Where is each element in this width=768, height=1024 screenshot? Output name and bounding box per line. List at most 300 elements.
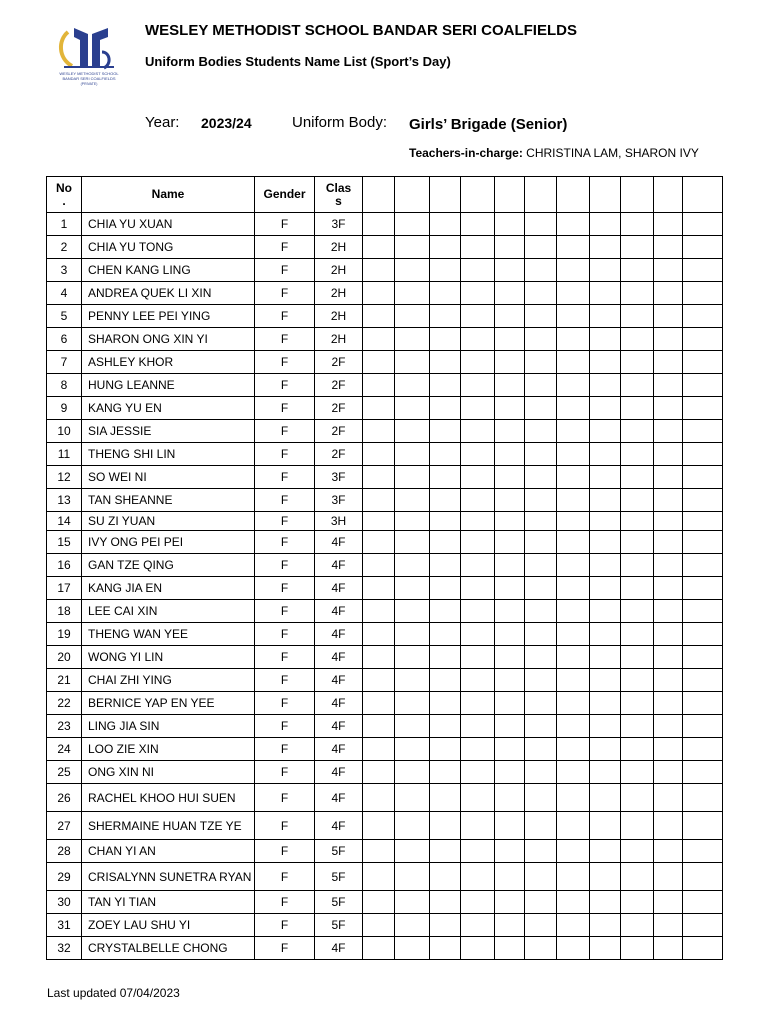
blank-cell	[430, 305, 461, 328]
row-number: 9	[47, 397, 82, 420]
student-class: 3H	[315, 512, 363, 531]
year-label: Year:	[145, 114, 180, 131]
blank-cell	[683, 282, 723, 305]
blank-cell	[557, 600, 590, 623]
blank-cell	[430, 420, 461, 443]
student-class: 3F	[315, 213, 363, 236]
student-class: 2F	[315, 443, 363, 466]
blank-cell	[683, 512, 723, 531]
row-number: 32	[47, 937, 82, 960]
blank-cell	[430, 512, 461, 531]
student-class: 4F	[315, 577, 363, 600]
blank-cell	[557, 761, 590, 784]
blank-cell	[495, 646, 525, 669]
blank-cell	[621, 305, 654, 328]
blank-cell	[395, 623, 430, 646]
blank-cell	[654, 554, 683, 577]
student-name: SO WEI NI	[82, 466, 255, 489]
blank-cell	[621, 646, 654, 669]
row-number: 27	[47, 812, 82, 840]
student-class: 4F	[315, 554, 363, 577]
student-class: 2F	[315, 397, 363, 420]
student-gender: F	[255, 623, 315, 646]
blank-cell	[557, 236, 590, 259]
blank-cell	[621, 259, 654, 282]
blank-header-cell	[683, 177, 723, 213]
teachers-label: Teachers-in-charge:	[409, 146, 523, 160]
blank-cell	[525, 577, 557, 600]
student-gender: F	[255, 213, 315, 236]
blank-cell	[654, 692, 683, 715]
blank-cell	[654, 397, 683, 420]
blank-cell	[461, 669, 495, 692]
student-class: 4F	[315, 784, 363, 812]
blank-cell	[525, 600, 557, 623]
blank-cell	[363, 863, 395, 891]
blank-cell	[621, 692, 654, 715]
blank-cell	[525, 282, 557, 305]
student-gender: F	[255, 784, 315, 812]
last-updated: Last updated 07/04/2023	[47, 986, 180, 1000]
col-header-class: Clas s	[315, 177, 363, 213]
student-class: 3F	[315, 489, 363, 512]
blank-cell	[495, 236, 525, 259]
blank-cell	[495, 259, 525, 282]
blank-cell	[683, 840, 723, 863]
blank-cell	[525, 692, 557, 715]
student-name: SHERMAINE HUAN TZE YE	[82, 812, 255, 840]
blank-cell	[557, 305, 590, 328]
blank-cell	[363, 213, 395, 236]
blank-cell	[363, 623, 395, 646]
blank-cell	[363, 489, 395, 512]
blank-cell	[395, 259, 430, 282]
blank-cell	[621, 213, 654, 236]
row-number: 7	[47, 351, 82, 374]
blank-cell	[495, 891, 525, 914]
table-row	[47, 914, 723, 937]
blank-cell	[363, 761, 395, 784]
student-class: 2H	[315, 236, 363, 259]
blank-cell	[590, 397, 621, 420]
blank-cell	[495, 397, 525, 420]
student-name: PENNY LEE PEI YING	[82, 305, 255, 328]
blank-cell	[654, 259, 683, 282]
table-body	[47, 213, 723, 960]
blank-cell	[590, 554, 621, 577]
blank-cell	[461, 374, 495, 397]
blank-cell	[395, 761, 430, 784]
blank-cell	[495, 466, 525, 489]
student-gender: F	[255, 374, 315, 397]
blank-cell	[557, 784, 590, 812]
student-gender: F	[255, 282, 315, 305]
blank-cell	[430, 840, 461, 863]
student-name: CRYSTALBELLE CHONG	[82, 937, 255, 960]
student-class: 5F	[315, 891, 363, 914]
blank-cell	[683, 236, 723, 259]
blank-cell	[430, 761, 461, 784]
row-number: 23	[47, 715, 82, 738]
blank-cell	[621, 840, 654, 863]
table-row	[47, 512, 723, 531]
blank-cell	[557, 512, 590, 531]
blank-cell	[654, 738, 683, 761]
blank-cell	[654, 863, 683, 891]
blank-cell	[461, 443, 495, 466]
blank-cell	[430, 351, 461, 374]
blank-cell	[590, 236, 621, 259]
blank-cell	[495, 443, 525, 466]
blank-cell	[363, 351, 395, 374]
blank-cell	[525, 374, 557, 397]
blank-cell	[654, 914, 683, 937]
blank-cell	[461, 328, 495, 351]
blank-cell	[590, 692, 621, 715]
blank-cell	[461, 466, 495, 489]
blank-cell	[363, 600, 395, 623]
student-class: 4F	[315, 738, 363, 761]
blank-cell	[621, 397, 654, 420]
blank-cell	[363, 646, 395, 669]
blank-cell	[621, 512, 654, 531]
blank-header-cell	[395, 177, 430, 213]
table-row	[47, 259, 723, 282]
blank-cell	[683, 692, 723, 715]
blank-cell	[590, 213, 621, 236]
student-gender: F	[255, 512, 315, 531]
student-class: 2H	[315, 282, 363, 305]
blank-cell	[461, 914, 495, 937]
school-logo	[50, 22, 128, 90]
blank-cell	[525, 554, 557, 577]
blank-cell	[395, 531, 430, 554]
blank-cell	[430, 937, 461, 960]
blank-cell	[621, 466, 654, 489]
blank-cell	[461, 738, 495, 761]
student-class: 4F	[315, 812, 363, 840]
blank-cell	[590, 305, 621, 328]
blank-cell	[621, 351, 654, 374]
student-gender: F	[255, 692, 315, 715]
blank-cell	[683, 259, 723, 282]
student-gender: F	[255, 914, 315, 937]
student-name: CHAN YI AN	[82, 840, 255, 863]
blank-cell	[430, 374, 461, 397]
table-row	[47, 784, 723, 812]
student-gender: F	[255, 259, 315, 282]
blank-cell	[525, 466, 557, 489]
student-name: ASHLEY KHOR	[82, 351, 255, 374]
blank-cell	[590, 420, 621, 443]
blank-cell	[525, 669, 557, 692]
blank-cell	[395, 863, 430, 891]
table-row	[47, 351, 723, 374]
blank-cell	[525, 937, 557, 960]
blank-cell	[621, 812, 654, 840]
blank-cell	[495, 863, 525, 891]
blank-cell	[461, 692, 495, 715]
student-gender: F	[255, 489, 315, 512]
blank-cell	[461, 784, 495, 812]
table-row	[47, 623, 723, 646]
blank-cell	[363, 259, 395, 282]
blank-cell	[590, 937, 621, 960]
blank-cell	[654, 305, 683, 328]
row-number: 5	[47, 305, 82, 328]
blank-cell	[461, 840, 495, 863]
student-class: 5F	[315, 863, 363, 891]
blank-cell	[683, 466, 723, 489]
blank-cell	[395, 282, 430, 305]
uniform-body-value: Girls’ Brigade (Senior)	[409, 116, 568, 133]
blank-cell	[461, 623, 495, 646]
blank-cell	[621, 914, 654, 937]
blank-cell	[395, 420, 430, 443]
table-row	[47, 840, 723, 863]
table-row	[47, 443, 723, 466]
student-name: CHIA YU TONG	[82, 236, 255, 259]
blank-cell	[363, 692, 395, 715]
blank-cell	[621, 577, 654, 600]
blank-cell	[461, 812, 495, 840]
blank-cell	[395, 512, 430, 531]
blank-cell	[621, 554, 654, 577]
blank-cell	[495, 328, 525, 351]
blank-cell	[590, 259, 621, 282]
blank-cell	[590, 351, 621, 374]
blank-cell	[461, 397, 495, 420]
student-class: 2H	[315, 259, 363, 282]
blank-cell	[557, 213, 590, 236]
row-number: 18	[47, 600, 82, 623]
table-row	[47, 554, 723, 577]
student-name: THENG SHI LIN	[82, 443, 255, 466]
blank-cell	[525, 891, 557, 914]
blank-cell	[654, 374, 683, 397]
blank-cell	[495, 213, 525, 236]
blank-cell	[430, 715, 461, 738]
blank-cell	[557, 715, 590, 738]
student-name: CRISALYNN SUNETRA RYAN	[82, 863, 255, 891]
table-row	[47, 397, 723, 420]
table-row	[47, 236, 723, 259]
blank-cell	[654, 937, 683, 960]
student-name: ONG XIN NI	[82, 761, 255, 784]
blank-cell	[683, 351, 723, 374]
blank-cell	[654, 812, 683, 840]
student-gender: F	[255, 840, 315, 863]
blank-cell	[590, 812, 621, 840]
blank-cell	[590, 466, 621, 489]
blank-cell	[461, 282, 495, 305]
blank-cell	[557, 738, 590, 761]
blank-header-cell	[430, 177, 461, 213]
blank-cell	[557, 554, 590, 577]
row-number: 16	[47, 554, 82, 577]
blank-cell	[395, 692, 430, 715]
student-class: 4F	[315, 761, 363, 784]
teachers-value: CHRISTINA LAM, SHARON IVY	[526, 146, 699, 160]
blank-cell	[495, 531, 525, 554]
blank-cell	[430, 577, 461, 600]
blank-cell	[525, 305, 557, 328]
blank-cell	[621, 236, 654, 259]
student-class: 2F	[315, 374, 363, 397]
blank-cell	[525, 784, 557, 812]
blank-cell	[683, 489, 723, 512]
blank-cell	[621, 282, 654, 305]
blank-cell	[495, 840, 525, 863]
student-name: KANG JIA EN	[82, 577, 255, 600]
student-name: IVY ONG PEI PEI	[82, 531, 255, 554]
blank-cell	[590, 891, 621, 914]
student-class: 4F	[315, 531, 363, 554]
row-number: 10	[47, 420, 82, 443]
blank-cell	[395, 305, 430, 328]
blank-cell	[525, 420, 557, 443]
blank-cell	[683, 623, 723, 646]
blank-cell	[654, 489, 683, 512]
blank-cell	[430, 213, 461, 236]
blank-cell	[461, 646, 495, 669]
blank-cell	[495, 784, 525, 812]
blank-cell	[495, 761, 525, 784]
blank-cell	[557, 466, 590, 489]
blank-cell	[557, 623, 590, 646]
blank-cell	[683, 812, 723, 840]
blank-cell	[590, 531, 621, 554]
student-gender: F	[255, 305, 315, 328]
blank-cell	[654, 600, 683, 623]
row-number: 24	[47, 738, 82, 761]
blank-cell	[557, 646, 590, 669]
row-number: 26	[47, 784, 82, 812]
blank-cell	[495, 554, 525, 577]
blank-cell	[430, 397, 461, 420]
blank-cell	[621, 784, 654, 812]
student-gender: F	[255, 397, 315, 420]
table-header-row	[47, 177, 723, 213]
blank-cell	[495, 420, 525, 443]
blank-cell	[590, 738, 621, 761]
student-class: 2H	[315, 305, 363, 328]
blank-cell	[654, 784, 683, 812]
blank-cell	[461, 891, 495, 914]
blank-cell	[461, 351, 495, 374]
blank-cell	[621, 669, 654, 692]
student-name: CHAI ZHI YING	[82, 669, 255, 692]
blank-cell	[430, 259, 461, 282]
blank-cell	[363, 512, 395, 531]
blank-header-cell	[495, 177, 525, 213]
student-gender: F	[255, 738, 315, 761]
blank-cell	[621, 374, 654, 397]
student-name-table	[46, 176, 723, 960]
blank-cell	[495, 715, 525, 738]
blank-cell	[395, 236, 430, 259]
blank-cell	[621, 489, 654, 512]
blank-cell	[683, 784, 723, 812]
blank-cell	[430, 646, 461, 669]
blank-cell	[590, 761, 621, 784]
blank-cell	[525, 531, 557, 554]
blank-cell	[430, 692, 461, 715]
blank-cell	[654, 420, 683, 443]
student-gender: F	[255, 669, 315, 692]
blank-cell	[395, 351, 430, 374]
student-name: LOO ZIE XIN	[82, 738, 255, 761]
col-header-name: Name	[82, 177, 255, 213]
row-number: 12	[47, 466, 82, 489]
student-gender: F	[255, 351, 315, 374]
table-row	[47, 715, 723, 738]
blank-cell	[557, 374, 590, 397]
blank-cell	[363, 577, 395, 600]
blank-cell	[590, 328, 621, 351]
student-gender: F	[255, 466, 315, 489]
blank-cell	[363, 669, 395, 692]
student-gender: F	[255, 812, 315, 840]
student-gender: F	[255, 646, 315, 669]
blank-cell	[395, 812, 430, 840]
student-class: 4F	[315, 623, 363, 646]
student-gender: F	[255, 420, 315, 443]
blank-cell	[395, 738, 430, 761]
blank-cell	[654, 715, 683, 738]
blank-cell	[654, 512, 683, 531]
blank-cell	[430, 863, 461, 891]
row-number: 22	[47, 692, 82, 715]
table-row	[47, 646, 723, 669]
blank-cell	[525, 512, 557, 531]
student-name: CHEN KANG LING	[82, 259, 255, 282]
blank-cell	[495, 669, 525, 692]
blank-cell	[525, 259, 557, 282]
blank-cell	[461, 213, 495, 236]
blank-cell	[461, 715, 495, 738]
blank-cell	[590, 489, 621, 512]
blank-cell	[363, 554, 395, 577]
student-name: THENG WAN YEE	[82, 623, 255, 646]
blank-cell	[395, 669, 430, 692]
blank-cell	[683, 937, 723, 960]
blank-cell	[395, 715, 430, 738]
blank-cell	[621, 420, 654, 443]
blank-cell	[461, 305, 495, 328]
student-gender: F	[255, 443, 315, 466]
blank-cell	[525, 397, 557, 420]
blank-cell	[525, 328, 557, 351]
blank-cell	[683, 443, 723, 466]
blank-cell	[395, 489, 430, 512]
student-gender: F	[255, 328, 315, 351]
blank-cell	[363, 914, 395, 937]
blank-cell	[430, 812, 461, 840]
table-row	[47, 692, 723, 715]
row-number: 28	[47, 840, 82, 863]
student-name: TAN YI TIAN	[82, 891, 255, 914]
blank-cell	[430, 443, 461, 466]
blank-cell	[654, 623, 683, 646]
blank-cell	[363, 937, 395, 960]
blank-cell	[430, 554, 461, 577]
blank-cell	[461, 420, 495, 443]
blank-cell	[590, 646, 621, 669]
blank-cell	[495, 738, 525, 761]
blank-cell	[395, 840, 430, 863]
blank-cell	[363, 420, 395, 443]
